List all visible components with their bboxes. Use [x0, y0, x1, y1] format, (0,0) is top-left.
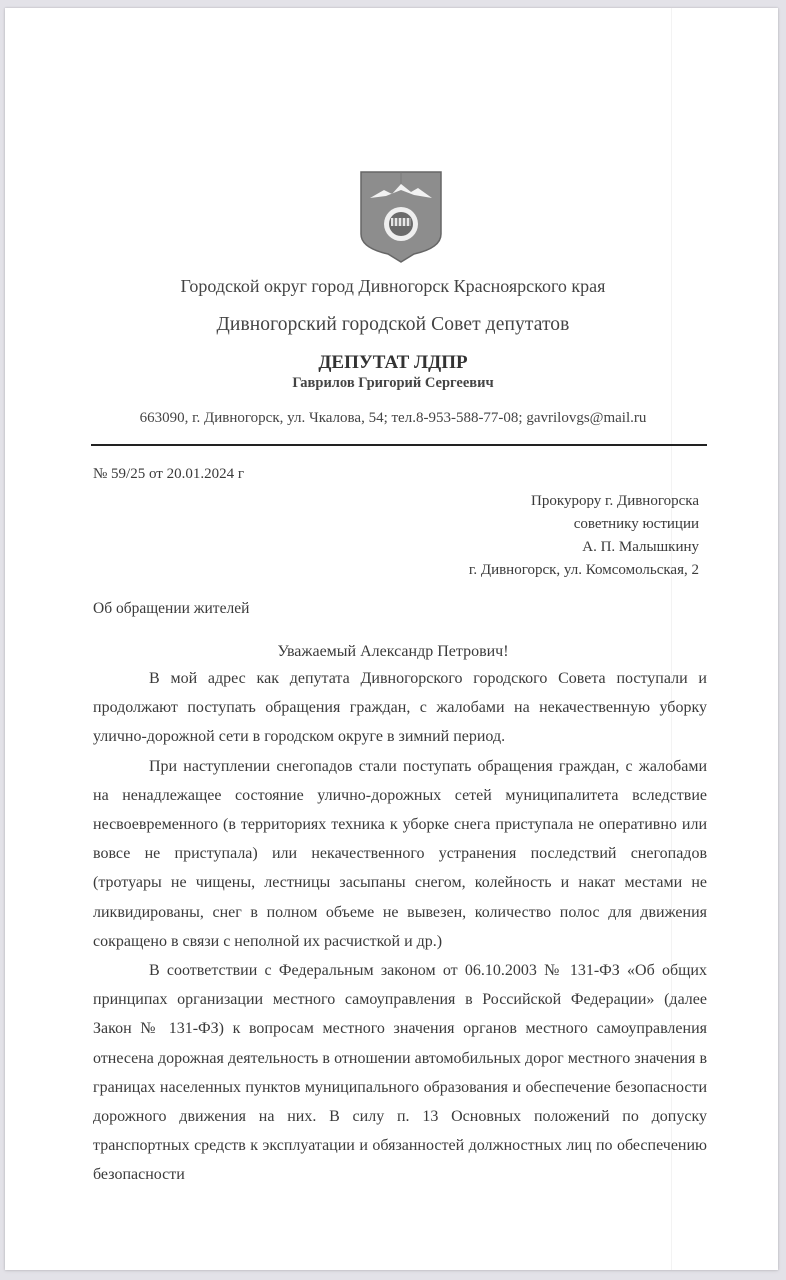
- recipient-line: советнику юстиции: [573, 516, 699, 532]
- header-divider: [91, 444, 707, 446]
- coat-of-arms-icon: [356, 168, 446, 263]
- recipient-line: г. Дивногорск, ул. Комсомольская, 2: [468, 562, 699, 578]
- greeting: Уважаемый Александр Петрович!: [277, 643, 509, 660]
- body-paragraph: В мой адрес как депутата Дивногорского городского Совета поступали и продолжают поступать обращения граждан, с жалобами на некачественную уборку улично-дорожной сети в городском округе в зимний период.: [93, 670, 707, 746]
- recipient-block: [469, 490, 699, 582]
- deputy-title: ДЕПУТАТ ЛДПР: [318, 352, 468, 373]
- letter-body: [93, 664, 707, 1190]
- municipality-heading: Городской округ город Дивногорск Красноярского края: [180, 276, 606, 296]
- recipient-line: Прокурору г. Дивногорска: [531, 493, 699, 509]
- recipient-line: А. П. Малышкину: [582, 539, 699, 555]
- body-paragraph: В соответствии с Федеральным законом от 06.10.2003 № 131-ФЗ «Об общих принципах организации местного самоуправления в Российской Федерации» (далее Закон № 131-ФЗ) к вопросам местного значения органов местного самоуправления отнесена дорожная деятельность в отношении автомобильных дорог местного значения в границах населенных пунктов муниципального образования и обеспечение безопасности дорожного движения на них. В силу п. 13 Основных положений по допуску транспортных средств к эксплуатации и обязанностей должностных лиц по обеспечению безопасности: [93, 962, 707, 1184]
- document-reference: № 59/25 от 20.01.2024 г: [93, 466, 244, 482]
- subject-line: Об обращении жителей: [93, 600, 250, 617]
- body-paragraph: При наступлении снегопадов стали поступать обращения граждан, с жалобами на ненадлежащее состояние улично-дорожных сетей муниципалитета вследствие несвоевременного (в территориях техника к уборке снега приступала не оперативно или вовсе не приступала) или некачественного устранения последствий снегопадов (тротуары не чищены, лестницы засыпаны снегом, колейность и накат местами не ликвидированы, снег в полном объеме не вывезен, количество полос для движения сокращено в связи с неполной их расчисткой и др.): [93, 757, 707, 950]
- deputy-name: Гаврилов Григорий Сергеевич: [292, 375, 494, 391]
- contact-line: 663090, г. Дивногорск, ул. Чкалова, 54; тел.8-953-588-77-08; gavrilovgs@mail.ru: [139, 410, 647, 426]
- council-heading: Дивногорский городской Совет депутатов: [216, 314, 570, 335]
